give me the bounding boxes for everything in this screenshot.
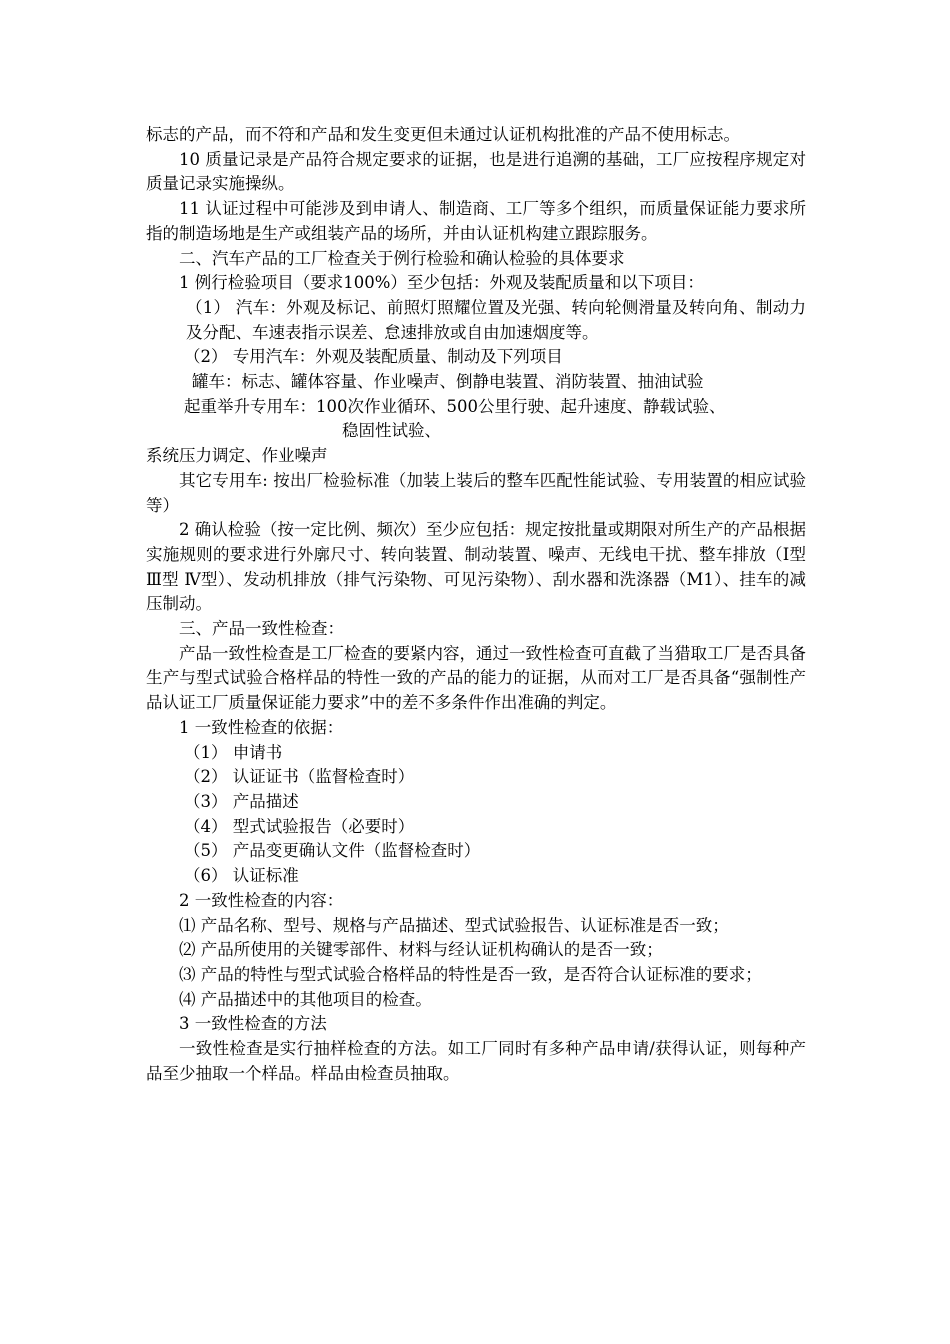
section-heading-3: 三、产品一致性检查：: [179, 619, 344, 639]
content-item-1: ⑴ 产品名称、型号、规格与产品描述、型式试验报告、认证标准是否一致；: [179, 915, 729, 935]
content-item-3: ⑶ 产品的特性与型式试验合格样品的特性是否一致，是否符合认证标准的要求；: [179, 964, 762, 984]
basis-item-5: （5） 产品变更确认文件（监督检查时）: [184, 841, 481, 861]
basis-item-1: （1） 申请书: [184, 742, 283, 762]
paragraph-certification-process: 11 认证过程中可能涉及到申请人、制造商、工厂等多个组织，而质量保证能力要求所指的制造场地是生产或组装产品的场所，并由认证机构建立跟踪服务。: [146, 199, 806, 243]
paragraph-logo-usage-end: 标志的产品，而不符和产品和发生变更但未通过认证机构批准的产品不使用标志。: [146, 125, 740, 144]
item-other-special: 其它专用车: 按出厂检验标准（加装上装后的整车匹配性能试验、专用装置的相应试验等）: [146, 470, 806, 515]
basis-item-3: （3） 产品描述: [184, 791, 299, 811]
item-lifting-vehicle-cont: 稳固性试验、: [342, 421, 441, 441]
basis-item-6: （6） 认证标准: [184, 866, 299, 886]
item-lifting-vehicle: 起重举升专用车：100次作业循环、500公里行驶、起升速度、静载试验、: [184, 396, 726, 416]
list-item-special-vehicle: （2） 专用汽车：外观及装配质量、制动及下列项目: [184, 347, 563, 367]
paragraph-method: 一致性检查是实行抽样检查的方法。如工厂同时有多种产品申请/获得认证，则每种产品至少抽取一个样品。样品由检查员抽取。: [146, 1039, 806, 1083]
document-page: [146, 123, 806, 1086]
section-heading-2: 二、汽车产品的工厂检查关于例行检验和确认检验的具体要求: [179, 248, 625, 268]
item-tank-truck: 罐车：标志、罐体容量、作业噪声、倒静电装置、消防装置、抽油试验: [192, 372, 704, 392]
content-item-4: ⑷ 产品描述中的其他项目的检查。: [179, 989, 432, 1009]
subheading-method: 3 一致性检查的方法: [179, 1014, 327, 1034]
content-item-2: ⑵ 产品所使用的关键零部件、材料与经认证机构确认的是否一致；: [179, 940, 663, 960]
paragraph-quality-records: 10 质量记录是产品符合规定要求的证据，也是进行追溯的基础，工厂应按程序规定对质量记录实施操纵。: [146, 149, 806, 194]
subheading-content: 2 一致性检查的内容：: [179, 890, 344, 910]
basis-item-2: （2） 认证证书（监督检查时）: [184, 767, 415, 787]
paragraph-consistency-intro: 产品一致性检查是工厂检查的要紧内容，通过一致性检查可直截了当猎取工厂是否具备生产与型式试验合格样品的特性一致的产品的能力的证据，从而对工厂是否具备“强制性产品认证工厂质量保证能力要求”中的差不多条件作出准确的判定。: [146, 643, 806, 713]
item-system-pressure: 系统压力调定、作业噪声: [146, 446, 328, 466]
basis-item-4: （4） 型式试验报告（必要时）: [184, 816, 415, 836]
list-item-automobile: （1） 汽车：外观及标记、前照灯照耀位置及光强、转向轮侧滑量及转向角、制动力及分配、车速表指示误差、怠速排放或自由加速烟度等。: [186, 297, 806, 342]
paragraph-confirmation-inspection: 2 确认检验（按一定比例、频次）至少应包括：规定按批量或期限对所生产的产品根据实施规则的要求进行外廓尺寸、转向装置、制动装置、噪声、无线电干扰、整车排放（Ⅰ型 Ⅲ型 Ⅳ型）、发动机排放（排气污染物、可见污染物）、刮水器和洗涤器（M1）、挂车的减压制动。: [146, 520, 806, 614]
paragraph-routine-inspection: 1 例行检验项目（要求100%）至少包括：外观及装配质量和以下项目：: [179, 273, 704, 293]
subheading-basis: 1 一致性检查的依据：: [179, 717, 344, 737]
